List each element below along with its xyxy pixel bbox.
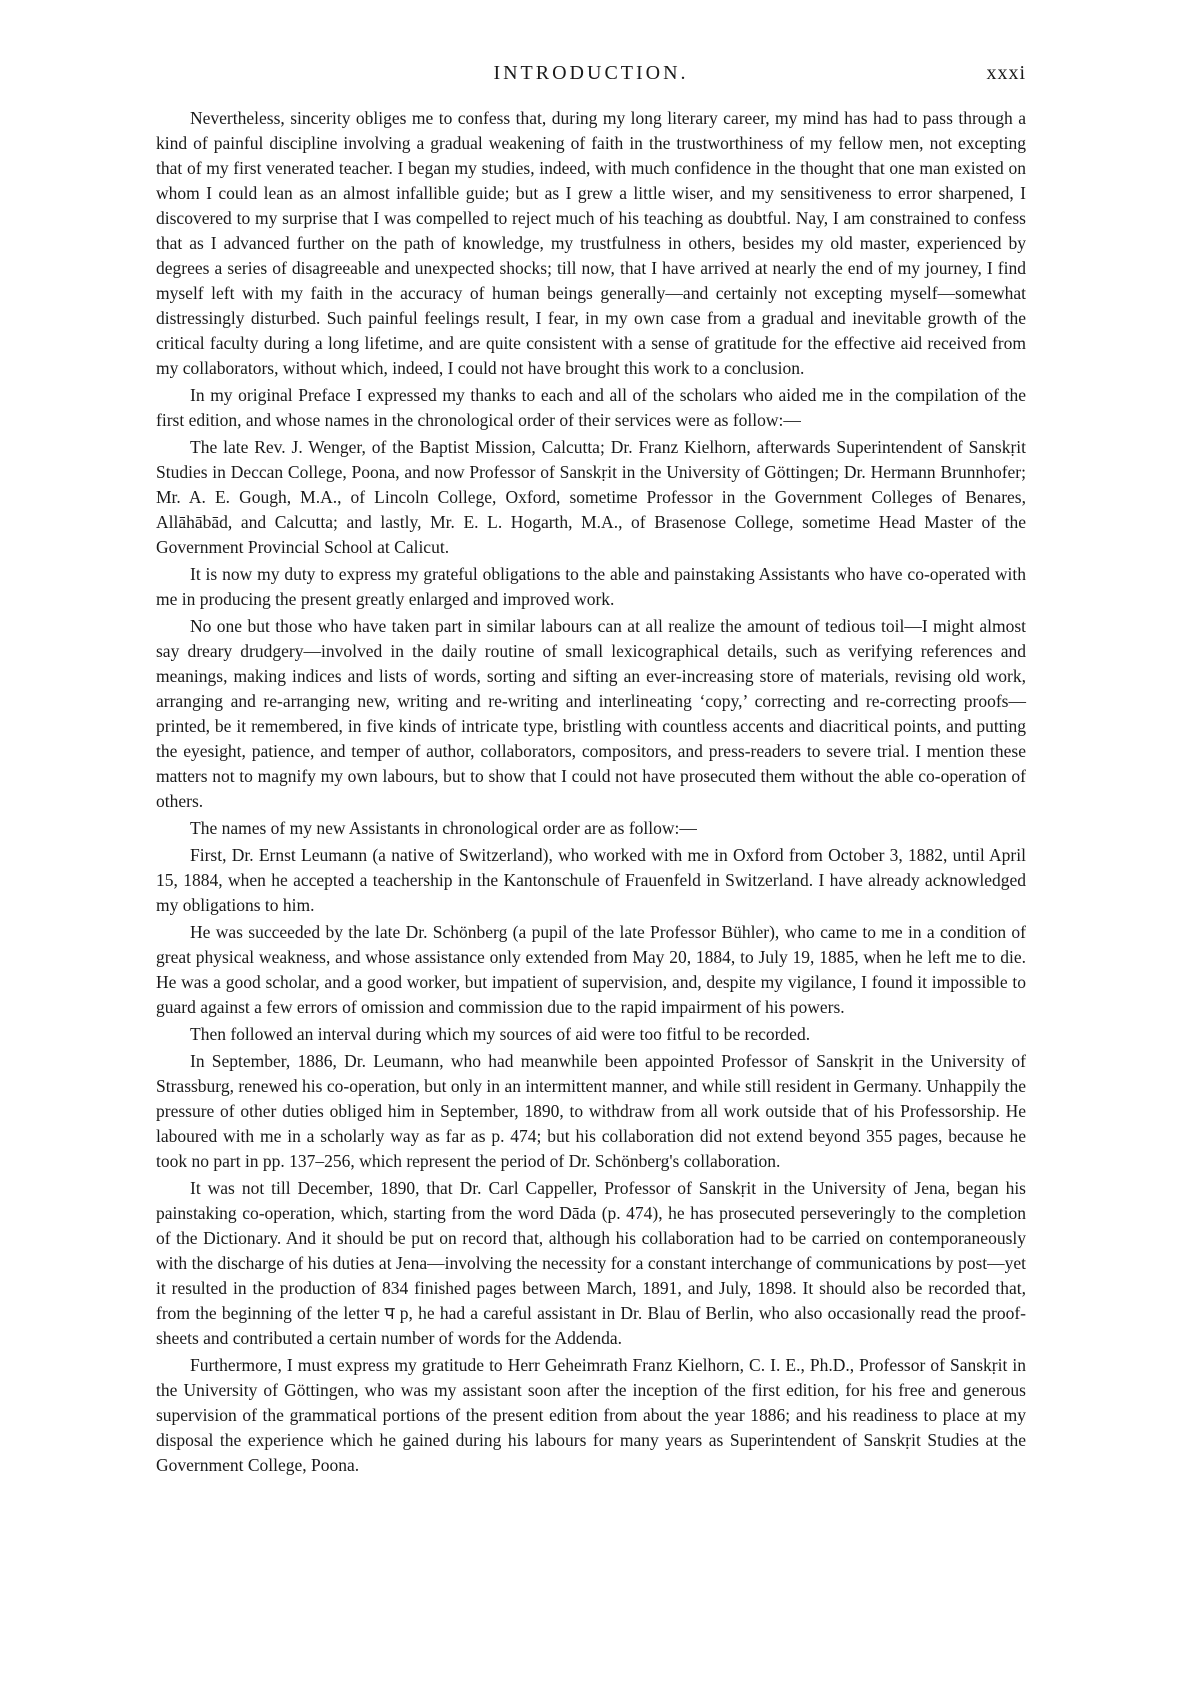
paragraph-6: The names of my new Assistants in chronological order are as follow:— [190, 818, 697, 838]
paragraph-7: First, Dr. Ernst Leumann (a native of Switzerland), who worked with me in Oxford from October 3, 1882, until April 15, 1884, when he accepted a teachership in the Kantonschule of Frauenfeld in Switzerland. I have already acknowledged my obligations to him. [156, 845, 1026, 915]
body-text [156, 106, 1026, 1480]
paragraph-8: He was succeeded by the late Dr. Schönberg (a pupil of the late Professor Bühler), who came to me in a condition of great physical weakness, and whose assistance only extended from May 20, 1884, to July 19, 1885, when he left me to die. He was a good scholar, and a good worker, but impatient of supervision, and, despite my vigilance, I found it impossible to guard against a few errors of omission and commission due to the rapid impairment of his powers. [156, 922, 1026, 1017]
paragraph-11: It was not till December, 1890, that Dr. Carl Cappeller, Professor of Sanskṛit in the University of Jena, began his painstaking co-operation, which, starting from the word Dāda (p. 474), he has prosecuted perseveringly to the completion of the Dictionary. And it should be put on record that, although his collaboration had to be carried on contemporaneously with the discharge of his duties at Jena—involving the necessity for a constant interchange of communications by post—yet it resulted in the production of 834 finished pages between March, 1891, and July, 1898. It should also be recorded that, from the beginning of the letter प p, he had a careful assistant in Dr. Blau of Berlin, who also occasionally read the proof-sheets and contributed a certain number of words for the Addenda. [156, 1178, 1026, 1348]
paragraph-5: No one but those who have taken part in similar labours can at all realize the amount of tedious toil—I might almost say dreary drudgery—involved in the daily routine of small lexicographical details, such as verifying references and meanings, making indices and lists of words, sorting and sifting an ever-increasing store of materials, revising old work, arranging and re-arranging new, writing and re-writing and interlineating ‘copy,’ correcting and re-correcting proofs—printed, be it remembered, in five kinds of intricate type, bristling with countless accents and diacritical points, and putting the eyesight, patience, and temper of author, collaborators, compositors, and press-readers to severe trial. I mention these matters not to magnify my own labours, but to show that I could not have prosecuted them without the able co-operation of others. [156, 616, 1026, 811]
paragraph-1: Nevertheless, sincerity obliges me to confess that, during my long literary career, my mind has had to pass through a kind of painful discipline involving a gradual weakening of faith in the trustworthiness of my fellow men, not excepting that of my first venerated teacher. I began my studies, indeed, with much confidence in the thought that one man existed on whom I could lean as an almost infallible guide; but as I grew a little wiser, and my sensitiveness to error sharpened, I discovered to my surprise that I was compelled to reject much of his teaching as doubtful. Nay, I am constrained to confess that as I advanced further on the path of knowledge, my trustfulness in others, besides my old master, experienced by degrees a series of disagreeable and unexpected shocks; till now, that I have arrived at nearly the end of my journey, I find myself left with my faith in the accuracy of human beings generally—and certainly not excepting myself—somewhat distressingly disturbed. Such painful feelings result, I fear, in my own case from a gradual and inevitable growth of the critical faculty during a long lifetime, and are quite consistent with a sense of gratitude for the effective aid received from my collaborators, without which, indeed, I could not have brought this work to a conclusion. [156, 108, 1026, 378]
paragraph-12: Furthermore, I must express my gratitude to Herr Geheimrath Franz Kielhorn, C. I. E., Ph.D., Professor of Sanskṛit in the University of Göttingen, who was my assistant soon after the inception of the first edition, for his free and generous supervision of the grammatical portions of the present edition from about the year 1886; and his readiness to place at my disposal the experience which he gained during his labours for many years as Superintendent of Sanskṛit Studies at the Government College, Poona. [156, 1355, 1026, 1475]
running-head [156, 60, 1026, 90]
paragraph-2: In my original Preface I expressed my thanks to each and all of the scholars who aided me in the compilation of the first edition, and whose names in the chronological order of their services were as follow:— [156, 385, 1026, 430]
paragraph-4: It is now my duty to express my grateful obligations to the able and painstaking Assistants who have co-operated with me in producing the present greatly enlarged and improved work. [156, 564, 1026, 609]
paragraph-3: The late Rev. J. Wenger, of the Baptist Mission, Calcutta; Dr. Franz Kielhorn, afterwards Superintendent of Sanskṛit Studies in Deccan College, Poona, and now Professor of Sanskṛit in the University of Göttingen; Dr. Hermann Brunnhofer; Mr. A. E. Gough, M.A., of Lincoln College, Oxford, sometime Professor in the Government Colleges of Benares, Allāhābād, and Calcutta; and lastly, Mr. E. L. Hogarth, M.A., of Brasenose College, sometime Head Master of the Government Provincial School at Calicut. [156, 437, 1026, 557]
page-number: xxxi [986, 62, 1026, 84]
paragraph-9: Then followed an interval during which my sources of aid were too fitful to be recorded. [190, 1024, 811, 1044]
running-title: INTRODUCTION. [493, 62, 689, 84]
paragraph-10: In September, 1886, Dr. Leumann, who had meanwhile been appointed Professor of Sanskṛit in the University of Strassburg, renewed his co-operation, but only in an intermittent manner, and while still resident in Germany. Unhappily the pressure of other duties obliged him in September, 1890, to withdraw from all work outside that of his Professorship. He laboured with me in a scholarly way as far as p. 474; but his collaboration did not extend beyond 355 pages, because he took no part in pp. 137–256, which represent the period of Dr. Schönberg's collaboration. [156, 1051, 1026, 1171]
